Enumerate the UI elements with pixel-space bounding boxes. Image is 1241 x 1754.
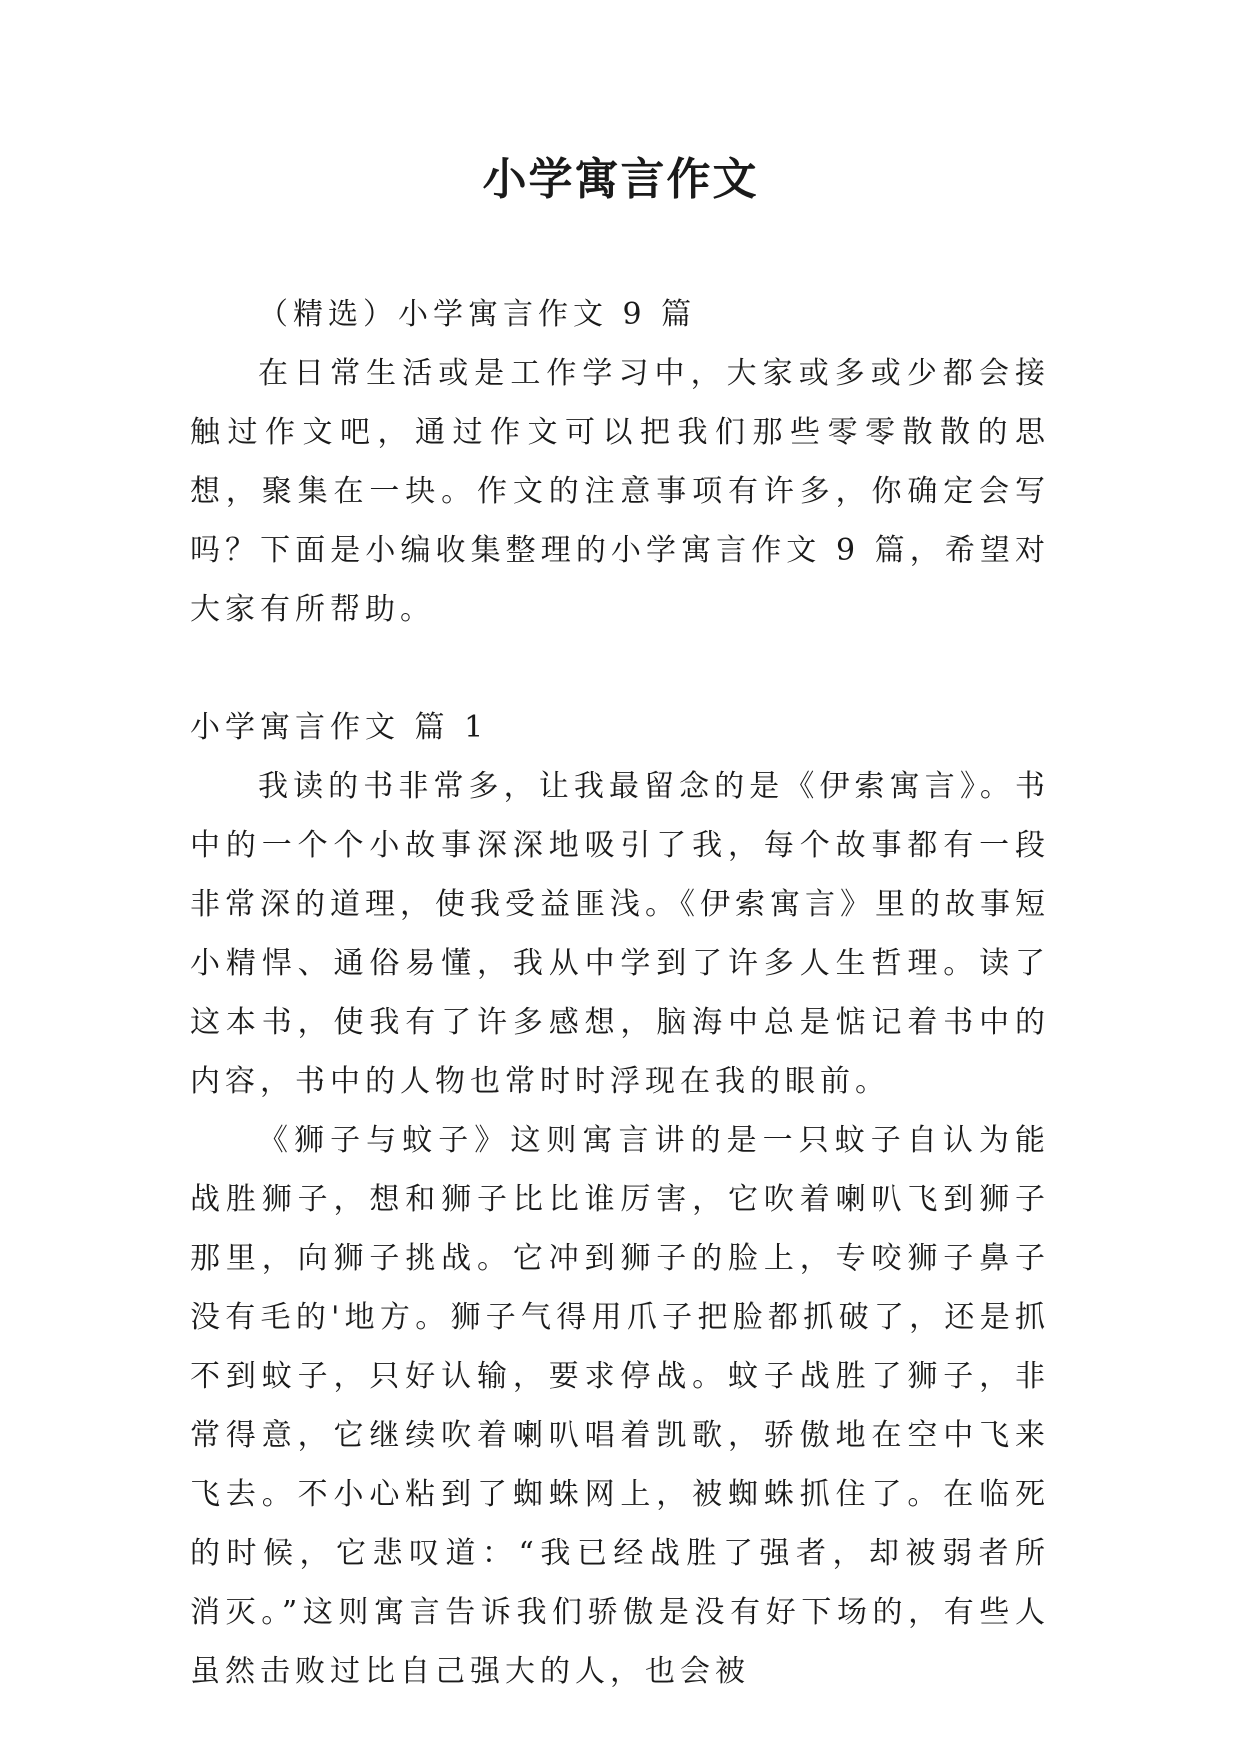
document-subtitle: （精选）小学寓言作文 9 篇 [258, 297, 697, 332]
body-paragraph: 我读的书非常多，让我最留念的是《伊索寓言》。书中的一个个小故事深深地吸引了我，每个故事都有一段非常深的道理，使我受益匪浅。《伊索寓言》里的故事短小精悍、通俗易懂，我从中学到了许多人生哲理。读了这本书，使我有了许多感想，脑海中总是惦记着书中的内容，书中的人物也常时时浮现在我的眼前。 [190, 769, 1050, 1099]
body-paragraph: 《狮子与蚊子》这则寓言讲的是一只蚊子自认为能战胜狮子，想和狮子比比谁厉害，它吹着喇叭飞到狮子那里，向狮子挑战。它冲到狮子的脸上，专咬狮子鼻子没有毛的'地方。狮子气得用爪子把脸都抓破了，还是抓不到蚊子，只好认输，要求停战。蚊子战胜了狮子，非常得意，它继续吹着喇叭唱着凯歌，骄傲地在空中飞来飞去。不小心粘到了蜘蛛网上，被蜘蛛抓住了。在临死的时候，它悲叹道：“我已经战胜了强者，却被弱者所消灭。”这则寓言告诉我们骄傲是没有好下场的，有些人虽然击败过比自己强大的人，也会被 [190, 1123, 1050, 1689]
intro-paragraph: 在日常生活或是工作学习中，大家或多或少都会接触过作文吧，通过作文可以把我们那些零零散散的思想，聚集在一块。作文的注意事项有许多，你确定会写吗？下面是小编收集整理的小学寓言作文 9 篇，希望对大家有所帮助。 [190, 356, 1050, 627]
document-title: 小学寓言作文 [482, 154, 759, 205]
section-heading: 小学寓言作文 篇 1 [190, 710, 489, 745]
section-spacer [190, 639, 1050, 698]
document-body [190, 285, 1050, 1701]
